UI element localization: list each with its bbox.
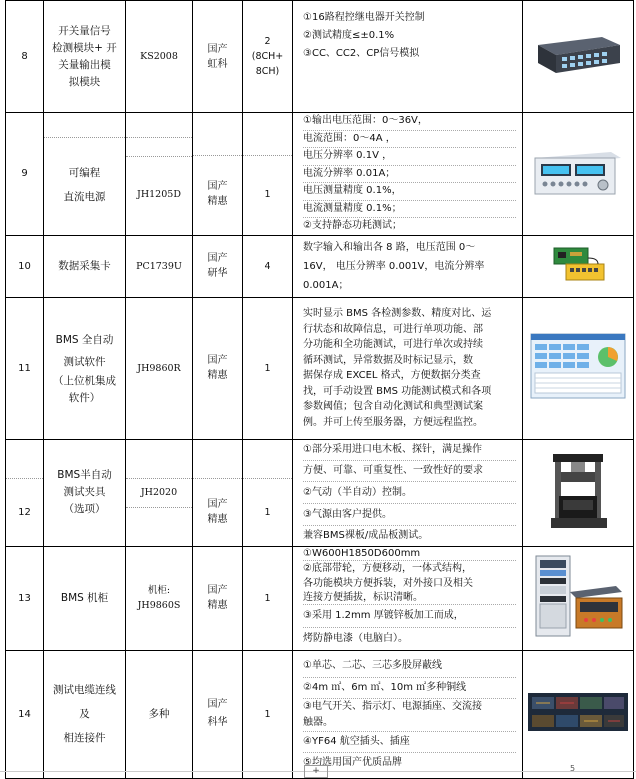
item-name: BMS半自动 测试夹具 （选项） — [44, 439, 126, 546]
row-number: 14 — [6, 650, 44, 778]
item-model: PC1739U — [126, 235, 193, 297]
item-source: 国产 虹科 — [193, 1, 243, 113]
item-model: JH2020 — [126, 439, 193, 546]
item-description: 数字输入和输出各 8 路，电压范围 0～ 16V， 电压分辨率 0.001V，电流分辨率 0.001A； — [293, 235, 523, 297]
item-model: JH9860R — [126, 297, 193, 439]
item-name: 开关量信号 检测模块+ 开 关量输出模 拟模块 — [44, 1, 126, 113]
table-row-8 — [6, 1, 634, 113]
item-image-cell — [523, 546, 634, 650]
item-name: BMS 全自动 测试软件 （上位机集成 软件） — [44, 297, 126, 439]
test-fixture-image — [545, 448, 611, 532]
item-model: JH1205D — [126, 113, 193, 236]
item-description: ①16路程控继电器开关控制 ②测试精度≤±0.1% ③CC、CC2、CP信号模拟 — [293, 1, 523, 113]
row-number: 10 — [6, 235, 44, 297]
item-source: 国产 研华 — [193, 235, 243, 297]
item-quantity: 1 — [243, 650, 293, 778]
item-quantity: 4 — [243, 235, 293, 297]
item-name: BMS 机柜 — [44, 546, 126, 650]
item-image-cell — [523, 235, 634, 297]
item-model: 机柜: JH9860S — [126, 546, 193, 650]
row-number: 8 — [6, 1, 44, 113]
row-number: 13 — [6, 546, 44, 650]
item-quantity: 1 — [243, 439, 293, 546]
item-image-cell — [523, 297, 634, 439]
table-row-12 — [6, 439, 634, 546]
item-source: 国产 精惠 — [193, 546, 243, 650]
table-row-10 — [6, 235, 634, 297]
item-image-cell — [523, 113, 634, 236]
table-row-9 — [6, 113, 634, 236]
item-description: ①输出电压范围：0～36V， 电流范围：0～4A ， 电压分辨率 0.1V ， 电流分辨率 0.01A； 电压测量精度 0.1%， 电流测量精度 0.1%； ②支持静态功耗测试； — [293, 113, 523, 236]
item-model: 多种 — [126, 650, 193, 778]
page-number: 5 — [570, 764, 576, 773]
item-source: 国产 精惠 — [193, 439, 243, 546]
row-number: 9 — [6, 113, 44, 236]
switch-module-device-image — [532, 31, 624, 77]
dc-power-supply-image — [531, 144, 625, 198]
table-row-14 — [6, 650, 634, 778]
item-source: 国产 精惠 — [193, 297, 243, 439]
item-image-cell — [523, 1, 634, 113]
item-description: ①部分采用进口电木板、探针，满足操作 方便、可靠、可重复性、一致性好的要求 ②气动（半自动）控制。 ③气源由客户提供。 兼容BMS裸板/成品板测试。 — [293, 439, 523, 546]
data-acquisition-card-image — [548, 244, 608, 284]
item-name: 可编程 直流电源 — [44, 113, 126, 236]
item-quantity: 2 (8CH+ 8CH) — [243, 1, 293, 113]
item-name: 数据采集卡 — [44, 235, 126, 297]
item-quantity: 1 — [243, 113, 293, 236]
item-image-cell — [523, 439, 634, 546]
item-model: KS2008 — [126, 1, 193, 113]
item-description: ①单芯、二芯、三芯多股屏蔽线 ②4m ㎡、6m ㎡、10m ㎡多种铜线 ③电气开关、指示灯、电源插座、交流接 触器。 ④YF64 航空插头、插座 ⑤均选用国产优质品牌 — [293, 650, 523, 778]
equipment-table — [5, 0, 634, 779]
item-description: 实时显示 BMS 各检测参数、精度对比、运 行状态和故障信息，可进行单项功能、部 分功能和全功能测试，可进行单次或持续 循环测试，异常数据及时标记显示，数 据保存成 EXCEL 格式，方便数据分类查 找，可手动设置 BMS 功能测试模式和各项 参数阈值；包含自动化测试和典型测试案 例。并可上传至服务器，方便远程监控。 — [293, 297, 523, 439]
item-source: 国产 精惠 — [193, 113, 243, 236]
table-row-13 — [6, 546, 634, 650]
item-quantity: 1 — [243, 546, 293, 650]
insert-row-handle[interactable]: + — [304, 765, 328, 778]
item-description: ①W600H1850D600mm ②底部带轮，方便移动，一体式结构， 各功能模块方便拆装，对外接口及相关 连接方便插拔，标识清晰。 ③采用 1.2mm 厚镀锌板加工而成， 烤防静电漆（电脑白）。 — [293, 546, 523, 650]
item-source: 国产 科华 — [193, 650, 243, 778]
table-row-11 — [6, 297, 634, 439]
item-quantity: 1 — [243, 297, 293, 439]
item-name: 测试电缆连线 及 相连接件 — [44, 650, 126, 778]
test-software-screenshot-image — [530, 333, 626, 399]
row-number: 12 — [6, 439, 44, 546]
bms-cabinet-image — [530, 552, 626, 640]
item-image-cell — [523, 650, 634, 778]
cables-connectors-image — [528, 693, 628, 731]
row-number: 11 — [6, 297, 44, 439]
